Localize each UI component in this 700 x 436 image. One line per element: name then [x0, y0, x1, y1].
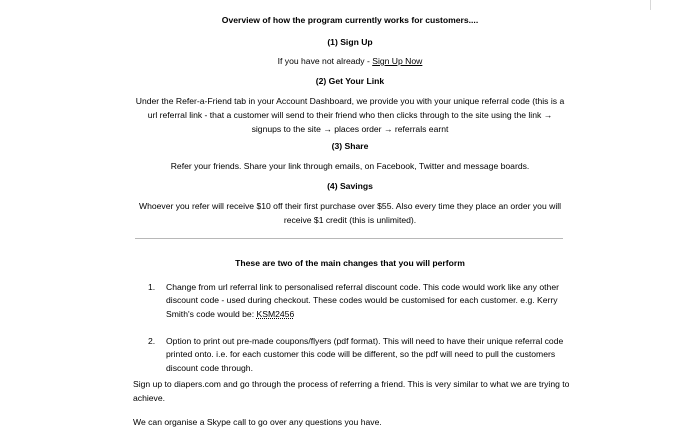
overview-heading: Overview of how the program currently works for customers.... — [221, 15, 479, 25]
section-savings-body: Whoever you refer will receive $10 off their first purchase over $55. Also every time they place an order you will receive $1 credit (this is unlimited). — [138, 201, 562, 225]
section-get-link-body: Under the Refer-a-Friend tab in your Account Dashboard, we provide you with your unique referral code (this is a url referral link - that a customer will send to their friend who then clicks through to the site using the link → signups to the site → places order → referrals earnt — [135, 96, 565, 134]
section-signup-body — [135, 55, 565, 69]
sign-up-now-link[interactable]: Sign Up Now — [372, 56, 423, 66]
list-item-text: Option to print out pre-made coupons/flyers (pdf format). This will need to have their unique referral code printed onto. i.e. for each customer this code will be different, so the pdf will need to pull the customers discount code through. — [166, 335, 564, 373]
section-signup-title: (1) Sign Up — [327, 37, 373, 47]
referral-code: KSM2456 — [256, 308, 295, 319]
closing-paragraph-skype: We can organise a Skype call to go over any questions you have. — [133, 417, 382, 427]
closing-paragraph-signup: Sign up to diapers.com and go through the process of referring a friend. This is very similar to what we are trying to achieve. — [133, 379, 570, 403]
signup-prefix: If you have not already - — [277, 56, 373, 66]
section-share-body: Refer your friends. Share your link through emails, on Facebook, Twitter and message boards. — [170, 161, 530, 171]
list-item — [148, 281, 568, 321]
list-item — [148, 335, 568, 375]
edge-mark — [650, 0, 651, 10]
changes-heading: These are two of the main changes that you will perform — [235, 258, 465, 268]
list-item-text: Change from url referral link to personalised referral discount code. This code would work like any other discount code - used during checkout. These codes would be customised for each customer. e.g. Kerry Smith's code would be: — [166, 282, 559, 319]
section-get-link-title: (2) Get Your Link — [315, 76, 385, 86]
list-item-number: 2. — [148, 335, 156, 346]
section-share-title: (3) Share — [331, 141, 369, 151]
section-savings-title: (4) Savings — [327, 181, 373, 191]
list-item-number: 1. — [148, 282, 156, 292]
changes-list — [148, 281, 568, 389]
section-divider — [135, 238, 563, 239]
